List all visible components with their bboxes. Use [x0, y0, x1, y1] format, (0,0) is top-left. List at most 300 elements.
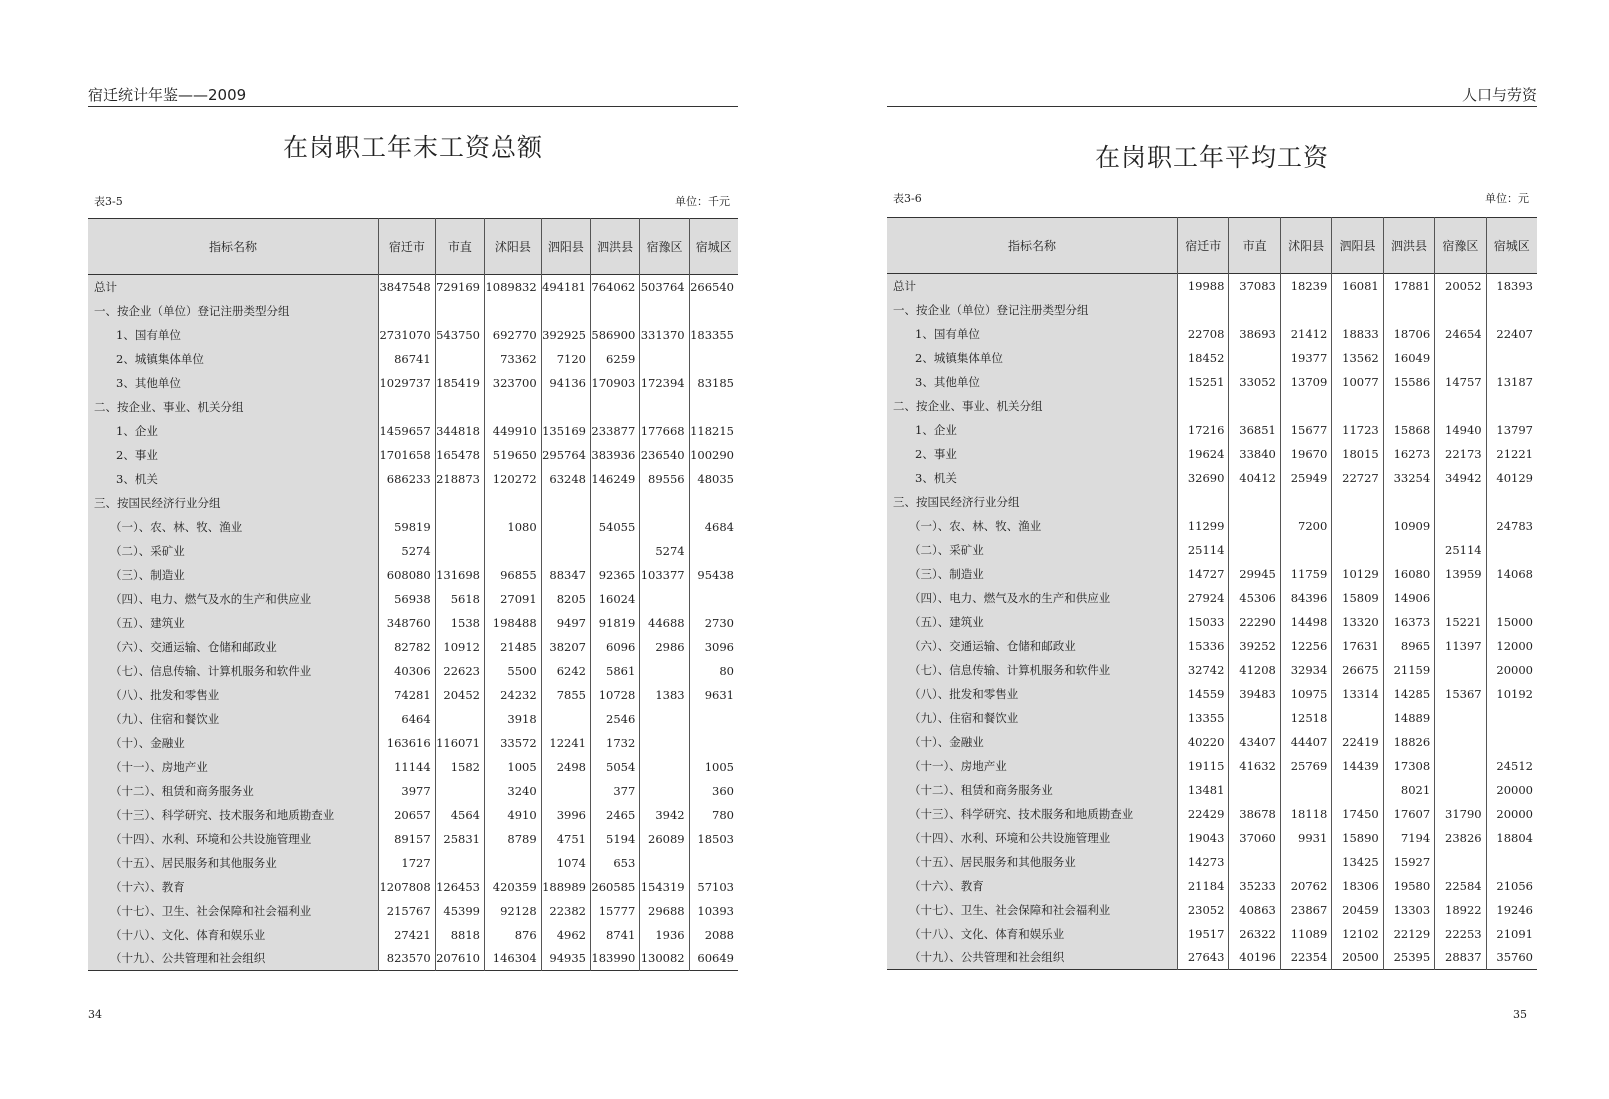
table-cell: 41632	[1229, 754, 1280, 778]
table-cell: 24232	[485, 683, 542, 707]
table-cell: 88347	[541, 563, 590, 587]
table-cell: 1089832	[485, 275, 542, 299]
table-cell: 5618	[435, 587, 484, 611]
table-cell: 20452	[435, 683, 484, 707]
table-cell: 6259	[591, 347, 640, 371]
table-row	[88, 803, 738, 827]
table-cell: 15033	[1178, 610, 1229, 634]
table-cell: 22708	[1178, 322, 1229, 346]
table-cell	[1435, 754, 1486, 778]
table-cell	[435, 851, 484, 875]
table-cell: 21091	[1486, 922, 1537, 946]
table-cell: 40220	[1178, 730, 1229, 754]
table-cell: 39483	[1229, 682, 1280, 706]
table-cell: 177668	[640, 419, 689, 443]
table-row	[88, 947, 738, 971]
table-cell	[591, 539, 640, 563]
table-cell: 1701658	[379, 443, 436, 467]
table-cell: 21412	[1280, 322, 1331, 346]
table-cell: 8741	[591, 923, 640, 947]
table-cell: 25395	[1383, 946, 1434, 970]
table-cell	[485, 539, 542, 563]
table-cell: 2986	[640, 635, 689, 659]
table-cell	[1383, 394, 1434, 418]
table-cell: 20500	[1332, 946, 1383, 970]
row-label: 二、按企业、事业、机关分组	[887, 394, 1178, 418]
table-cell: 14439	[1332, 754, 1383, 778]
table-row	[887, 634, 1537, 658]
table-cell	[1435, 730, 1486, 754]
table-cell: 86741	[379, 347, 436, 371]
table-title-right: 在岗职工年平均工资	[1094, 143, 1329, 172]
table-cell: 18118	[1280, 802, 1331, 826]
table-cell: 185419	[435, 371, 484, 395]
table-cell: 9497	[541, 611, 590, 635]
table-row	[887, 874, 1537, 898]
row-label: 一、按企业（单位）登记注册类型分组	[887, 298, 1178, 322]
table-cell	[1486, 730, 1537, 754]
table-row	[88, 659, 738, 683]
table-row	[88, 443, 738, 467]
table-cell: 17450	[1332, 802, 1383, 826]
table-cell	[689, 851, 738, 875]
table-cell: 14940	[1435, 418, 1486, 442]
unit-label-right: 单位：元	[1485, 192, 1529, 205]
table-cell: 11759	[1280, 562, 1331, 586]
table-cell	[1486, 850, 1537, 874]
row-label: 1、企业	[88, 419, 379, 443]
table-cell: 25114	[1178, 538, 1229, 562]
table-cell: 18015	[1332, 442, 1383, 466]
column-header: 宿豫区	[1435, 218, 1486, 274]
table-cell: 15000	[1486, 610, 1537, 634]
table-cell: 20052	[1435, 274, 1486, 298]
table-cell: 10912	[435, 635, 484, 659]
table-cell: 17607	[1383, 802, 1434, 826]
row-label: （二）、采矿业	[88, 539, 379, 563]
table-cell: 2546	[591, 707, 640, 731]
table-cell	[1383, 538, 1434, 562]
page-number-left: 34	[88, 1008, 102, 1021]
table-cell: 11397	[1435, 634, 1486, 658]
table-cell: 95438	[689, 563, 738, 587]
table-cell: 32934	[1280, 658, 1331, 682]
table-cell	[1332, 394, 1383, 418]
table-cell: 33052	[1229, 370, 1280, 394]
table-cell: 10192	[1486, 682, 1537, 706]
table-cell: 15809	[1332, 586, 1383, 610]
table-row	[88, 779, 738, 803]
table-cell: 18393	[1486, 274, 1537, 298]
table-cell: 2731070	[379, 323, 436, 347]
table-body	[887, 274, 1537, 970]
table-cell: 96855	[485, 563, 542, 587]
table-cell: 146304	[485, 947, 542, 971]
table-cell	[541, 299, 590, 323]
table-cell: 3096	[689, 635, 738, 659]
table-cell	[640, 347, 689, 371]
column-header: 市直	[1229, 218, 1280, 274]
table-cell: 19517	[1178, 922, 1229, 946]
table-row	[887, 586, 1537, 610]
table-cell: 94935	[541, 947, 590, 971]
table-cell: 543750	[435, 323, 484, 347]
table-cell: 12256	[1280, 634, 1331, 658]
wage-total-table	[88, 218, 738, 971]
table-cell	[1435, 586, 1486, 610]
table-cell: 29945	[1229, 562, 1280, 586]
table-cell: 146249	[591, 467, 640, 491]
table-cell: 20000	[1486, 658, 1537, 682]
table-cell: 15777	[591, 899, 640, 923]
table-cell: 764062	[591, 275, 640, 299]
table-cell: 25831	[435, 827, 484, 851]
table-cell: 1080	[485, 515, 542, 539]
table-cell: 35233	[1229, 874, 1280, 898]
table-cell: 608080	[379, 563, 436, 587]
table-cell: 15586	[1383, 370, 1434, 394]
table-cell: 40412	[1229, 466, 1280, 490]
table-row	[88, 275, 738, 299]
row-label: （十）、金融业	[887, 730, 1178, 754]
table-cell: 5274	[379, 539, 436, 563]
table-cell	[1332, 490, 1383, 514]
table-cell: 18804	[1486, 826, 1537, 850]
table-cell	[1229, 346, 1280, 370]
table-cell: 22173	[1435, 442, 1486, 466]
table-cell: 183355	[689, 323, 738, 347]
table-row	[88, 683, 738, 707]
table-cell: 19988	[1178, 274, 1229, 298]
table-cell: 3847548	[379, 275, 436, 299]
table-cell	[379, 299, 436, 323]
table-cell: 16081	[1332, 274, 1383, 298]
table-cell: 10393	[689, 899, 738, 923]
table-cell: 21485	[485, 635, 542, 659]
table-cell: 116071	[435, 731, 484, 755]
row-label: 3、机关	[887, 466, 1178, 490]
table-cell	[1435, 706, 1486, 730]
table-cell	[1486, 706, 1537, 730]
table-cell: 449910	[485, 419, 542, 443]
table-cell: 9631	[689, 683, 738, 707]
table-cell: 40129	[1486, 466, 1537, 490]
table-cell: 19670	[1280, 442, 1331, 466]
row-label: 一、按企业（单位）登记注册类型分组	[88, 299, 379, 323]
table-cell: 3240	[485, 779, 542, 803]
table-row	[88, 371, 738, 395]
column-header: 泗阳县	[1332, 218, 1383, 274]
table-cell: 33840	[1229, 442, 1280, 466]
table-cell: 653	[591, 851, 640, 875]
table-cell: 7194	[1383, 826, 1434, 850]
table-cell: 1732	[591, 731, 640, 755]
row-label: （十九）、公共管理和社会组织	[88, 947, 379, 971]
row-label: （十三）、科学研究、技术服务和地质勘查业	[887, 802, 1178, 826]
row-label: 3、机关	[88, 467, 379, 491]
table-cell	[1332, 298, 1383, 322]
table-cell	[1486, 586, 1537, 610]
table-cell: 163616	[379, 731, 436, 755]
table-cell: 519650	[485, 443, 542, 467]
table-cell: 54055	[591, 515, 640, 539]
table-cell: 23826	[1435, 826, 1486, 850]
table-cell	[591, 299, 640, 323]
table-cell: 20459	[1332, 898, 1383, 922]
table-cell	[485, 299, 542, 323]
row-label: （一）、农、林、牧、渔业	[887, 514, 1178, 538]
average-wage-table	[887, 217, 1537, 970]
table-cell	[1332, 538, 1383, 562]
table-cell	[435, 299, 484, 323]
table-cell: 18452	[1178, 346, 1229, 370]
table-cell	[541, 491, 590, 515]
table-cell	[485, 395, 542, 419]
column-header: 宿城区	[689, 219, 738, 275]
table-cell: 22253	[1435, 922, 1486, 946]
table-cell: 120272	[485, 467, 542, 491]
row-label: （三）、制造业	[88, 563, 379, 587]
table-cell: 22419	[1332, 730, 1383, 754]
table-cell	[1383, 490, 1434, 514]
table-cell	[1486, 346, 1537, 370]
table-cell: 348760	[379, 611, 436, 635]
table-cell: 59819	[379, 515, 436, 539]
row-label: （四）、电力、燃气及水的生产和供应业	[88, 587, 379, 611]
table-cell	[435, 779, 484, 803]
table-cell: 10975	[1280, 682, 1331, 706]
table-cell: 1936	[640, 923, 689, 947]
table-row	[88, 731, 738, 755]
row-label: 总计	[88, 275, 379, 299]
table-cell: 295764	[541, 443, 590, 467]
table-cell: 323700	[485, 371, 542, 395]
table-cell: 18306	[1332, 874, 1383, 898]
table-cell	[640, 851, 689, 875]
column-header: 泗阳县	[541, 219, 590, 275]
table-cell: 83185	[689, 371, 738, 395]
table-cell: 2465	[591, 803, 640, 827]
row-label: （五）、建筑业	[88, 611, 379, 635]
table-cell: 183990	[591, 947, 640, 971]
table-cell: 44688	[640, 611, 689, 635]
table-cell: 28837	[1435, 946, 1486, 970]
table-row	[88, 899, 738, 923]
table-cell	[1229, 394, 1280, 418]
table-cell: 17216	[1178, 418, 1229, 442]
table-cell	[435, 707, 484, 731]
table-cell: 236540	[640, 443, 689, 467]
table-cell: 13320	[1332, 610, 1383, 634]
table-cell: 29688	[640, 899, 689, 923]
table-cell: 15890	[1332, 826, 1383, 850]
column-header: 指标名称	[887, 218, 1178, 274]
table-cell: 331370	[640, 323, 689, 347]
table-cell	[1280, 538, 1331, 562]
table-cell: 12000	[1486, 634, 1537, 658]
table-cell: 780	[689, 803, 738, 827]
table-cell: 74281	[379, 683, 436, 707]
table-cell	[1435, 778, 1486, 802]
row-label: （一）、农、林、牧、渔业	[88, 515, 379, 539]
table-cell: 13959	[1435, 562, 1486, 586]
table-cell: 131698	[435, 563, 484, 587]
table-row	[887, 298, 1537, 322]
table-cell	[640, 395, 689, 419]
table-row	[88, 395, 738, 419]
table-cell: 39252	[1229, 634, 1280, 658]
row-label: （八）、批发和零售业	[887, 682, 1178, 706]
column-header: 宿豫区	[640, 219, 689, 275]
table-cell: 103377	[640, 563, 689, 587]
table-cell	[1229, 850, 1280, 874]
row-label: （七）、信息传输、计算机服务和软件业	[88, 659, 379, 683]
table-row	[88, 755, 738, 779]
table-cell: 130082	[640, 947, 689, 971]
table-number-left: 表3-5	[94, 195, 123, 208]
row-label: （十一）、房地产业	[887, 754, 1178, 778]
table-cell	[435, 539, 484, 563]
table-cell: 37060	[1229, 826, 1280, 850]
table-cell: 60649	[689, 947, 738, 971]
row-label: （十）、金融业	[88, 731, 379, 755]
table-row	[887, 418, 1537, 442]
table-cell: 3918	[485, 707, 542, 731]
row-label: 二、按企业、事业、机关分组	[88, 395, 379, 419]
row-label: 3、其他单位	[887, 370, 1178, 394]
right-page	[887, 0, 1537, 1099]
table-cell: 4962	[541, 923, 590, 947]
table-number-right: 表3-6	[893, 192, 922, 205]
table-cell: 2730	[689, 611, 738, 635]
table-cell	[1229, 298, 1280, 322]
table-cell: 27091	[485, 587, 542, 611]
table-cell	[485, 851, 542, 875]
table-cell	[640, 755, 689, 779]
table-cell: 4751	[541, 827, 590, 851]
table-cell: 8205	[541, 587, 590, 611]
table-cell: 13425	[1332, 850, 1383, 874]
table-cell	[1229, 514, 1280, 538]
table-row	[887, 442, 1537, 466]
table-cell: 16024	[591, 587, 640, 611]
table-cell: 19246	[1486, 898, 1537, 922]
table-cell: 11089	[1280, 922, 1331, 946]
table-cell: 17881	[1383, 274, 1434, 298]
table-cell: 16080	[1383, 562, 1434, 586]
table-cell: 15251	[1178, 370, 1229, 394]
column-header: 市直	[435, 219, 484, 275]
table-header	[887, 218, 1537, 274]
row-label: （十三）、科学研究、技术服务和地质勘查业	[88, 803, 379, 827]
table-row	[88, 707, 738, 731]
table-row	[887, 802, 1537, 826]
table-cell: 198488	[485, 611, 542, 635]
table-cell: 94136	[541, 371, 590, 395]
table-cell: 13562	[1332, 346, 1383, 370]
table-cell: 24783	[1486, 514, 1537, 538]
row-label: （十七）、卫生、社会保障和社会福利业	[887, 898, 1178, 922]
table-cell: 3996	[541, 803, 590, 827]
table-cell: 5054	[591, 755, 640, 779]
table-row	[88, 323, 738, 347]
table-cell	[541, 779, 590, 803]
table-row	[88, 923, 738, 947]
table-row	[887, 394, 1537, 418]
table-cell: 20657	[379, 803, 436, 827]
table-cell: 15367	[1435, 682, 1486, 706]
table-cell: 18922	[1435, 898, 1486, 922]
table-cell: 1727	[379, 851, 436, 875]
table-row	[88, 563, 738, 587]
table-cell	[1435, 394, 1486, 418]
table-cell: 25949	[1280, 466, 1331, 490]
table-row	[887, 898, 1537, 922]
table-cell: 1538	[435, 611, 484, 635]
table-cell	[640, 731, 689, 755]
table-cell: 48035	[689, 467, 738, 491]
table-cell: 100290	[689, 443, 738, 467]
table-cell: 26675	[1332, 658, 1383, 682]
table-cell: 233877	[591, 419, 640, 443]
table-cell: 7855	[541, 683, 590, 707]
table-cell: 21056	[1486, 874, 1537, 898]
table-cell: 8021	[1383, 778, 1434, 802]
table-cell: 5861	[591, 659, 640, 683]
table-row	[887, 946, 1537, 970]
table-row	[887, 922, 1537, 946]
table-cell: 383936	[591, 443, 640, 467]
table-cell	[541, 539, 590, 563]
table-cell	[1332, 514, 1383, 538]
table-cell: 41208	[1229, 658, 1280, 682]
table-cell: 19580	[1383, 874, 1434, 898]
table-cell: 876	[485, 923, 542, 947]
table-cell: 22727	[1332, 466, 1383, 490]
table-cell: 692770	[485, 323, 542, 347]
table-cell: 24512	[1486, 754, 1537, 778]
row-label: 3、其他单位	[88, 371, 379, 395]
table-cell: 43407	[1229, 730, 1280, 754]
table-row	[88, 635, 738, 659]
table-cell: 21221	[1486, 442, 1537, 466]
table-cell: 5274	[640, 539, 689, 563]
table-cell	[541, 707, 590, 731]
table-cell	[1280, 394, 1331, 418]
table-row	[887, 826, 1537, 850]
table-cell	[689, 539, 738, 563]
table-cell: 25769	[1280, 754, 1331, 778]
table-cell: 22584	[1435, 874, 1486, 898]
table-cell: 16373	[1383, 610, 1434, 634]
table-cell	[1332, 778, 1383, 802]
table-cell: 20000	[1486, 802, 1537, 826]
table-cell: 1582	[435, 755, 484, 779]
row-label: （二）、采矿业	[887, 538, 1178, 562]
table-cell: 1383	[640, 683, 689, 707]
column-header: 沭阳县	[1280, 218, 1331, 274]
table-cell: 218873	[435, 467, 484, 491]
table-row	[88, 539, 738, 563]
table-cell: 22129	[1383, 922, 1434, 946]
table-cell: 8818	[435, 923, 484, 947]
table-cell: 1074	[541, 851, 590, 875]
table-row	[887, 322, 1537, 346]
row-label: （十四）、水利、环境和公共设施管理业	[88, 827, 379, 851]
table-cell	[640, 587, 689, 611]
table-cell	[435, 347, 484, 371]
table-cell: 6242	[541, 659, 590, 683]
